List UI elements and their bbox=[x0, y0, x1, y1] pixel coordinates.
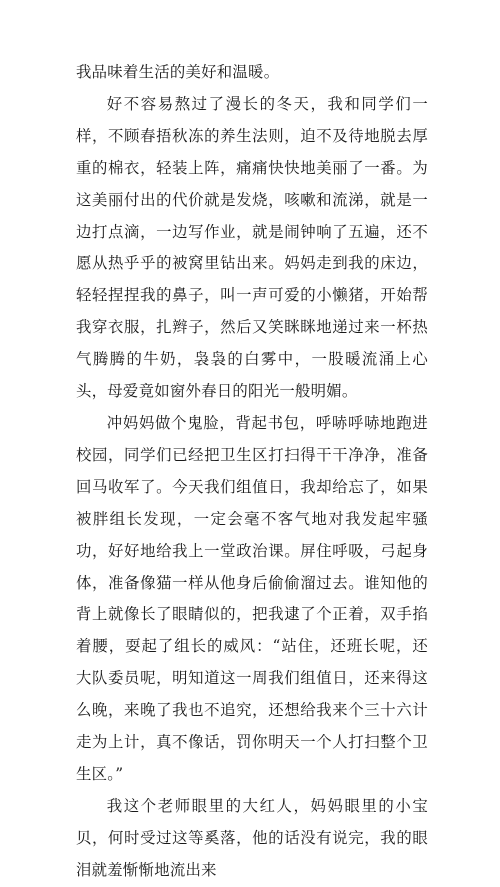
paragraph-3: 冲妈妈做个鬼脸，背起书包，呼哧呼哧地跑进校园，同学们已经把卫生区打扫得干干净净，准备回马收军了。今天我们组值日，我却给忘了，如果被胖组长发现，一定会毫不客气地对我发起牢骚功，好好地给我上一堂政治课。屏住呼吸，弓起身体，准备像猫一样从他身后偷偷溜过去。谁知他的背上就像长了眼睛似的，把我逮了个正着，双手掐着腰，耍起了组长的威风：“站住，还班长呢，还大队委员呢，明知道这一周我们组值日，还来得这么晚，来晚了我也不追究，还想给我来个三十六计走为上计，真不像话，罚你明天一个人打扫整个卫生区。” bbox=[76, 413, 428, 783]
paragraph-4: 我这个老师眼里的大红人，妈妈眼里的小宝贝，何时受过这等奚落，他的话没有说完，我的眼泪就羞惭惭地流出来 bbox=[76, 796, 428, 879]
paragraph-1: 我品味着生活的美好和温暖。 bbox=[76, 63, 280, 81]
paragraph-2: 好不容易熬过了漫长的冬天，我和同学们一样，不顾春捂秋冻的养生法则，迫不及待地脱去厚重的棉衣，轻装上阵，痛痛快快地美丽了一番。为这美丽付出的代价就是发烧，咳嗽和流涕，就是一边打点滴，一边写作业，就是闹钟响了五遍，还不愿从热乎乎的被窝里钻出来。妈妈走到我的床边，轻轻捏捏我的鼻子，叫一声可爱的小懒猪，开始帮我穿衣服，扎辫子，然后又笑眯眯地递过来一杯热气腾腾的牛奶，袅袅的白雾中，一股暖流涌上心头，母爱竟如窗外春日的阳光一般明媚。 bbox=[76, 94, 428, 401]
essay-text bbox=[76, 57, 428, 887]
